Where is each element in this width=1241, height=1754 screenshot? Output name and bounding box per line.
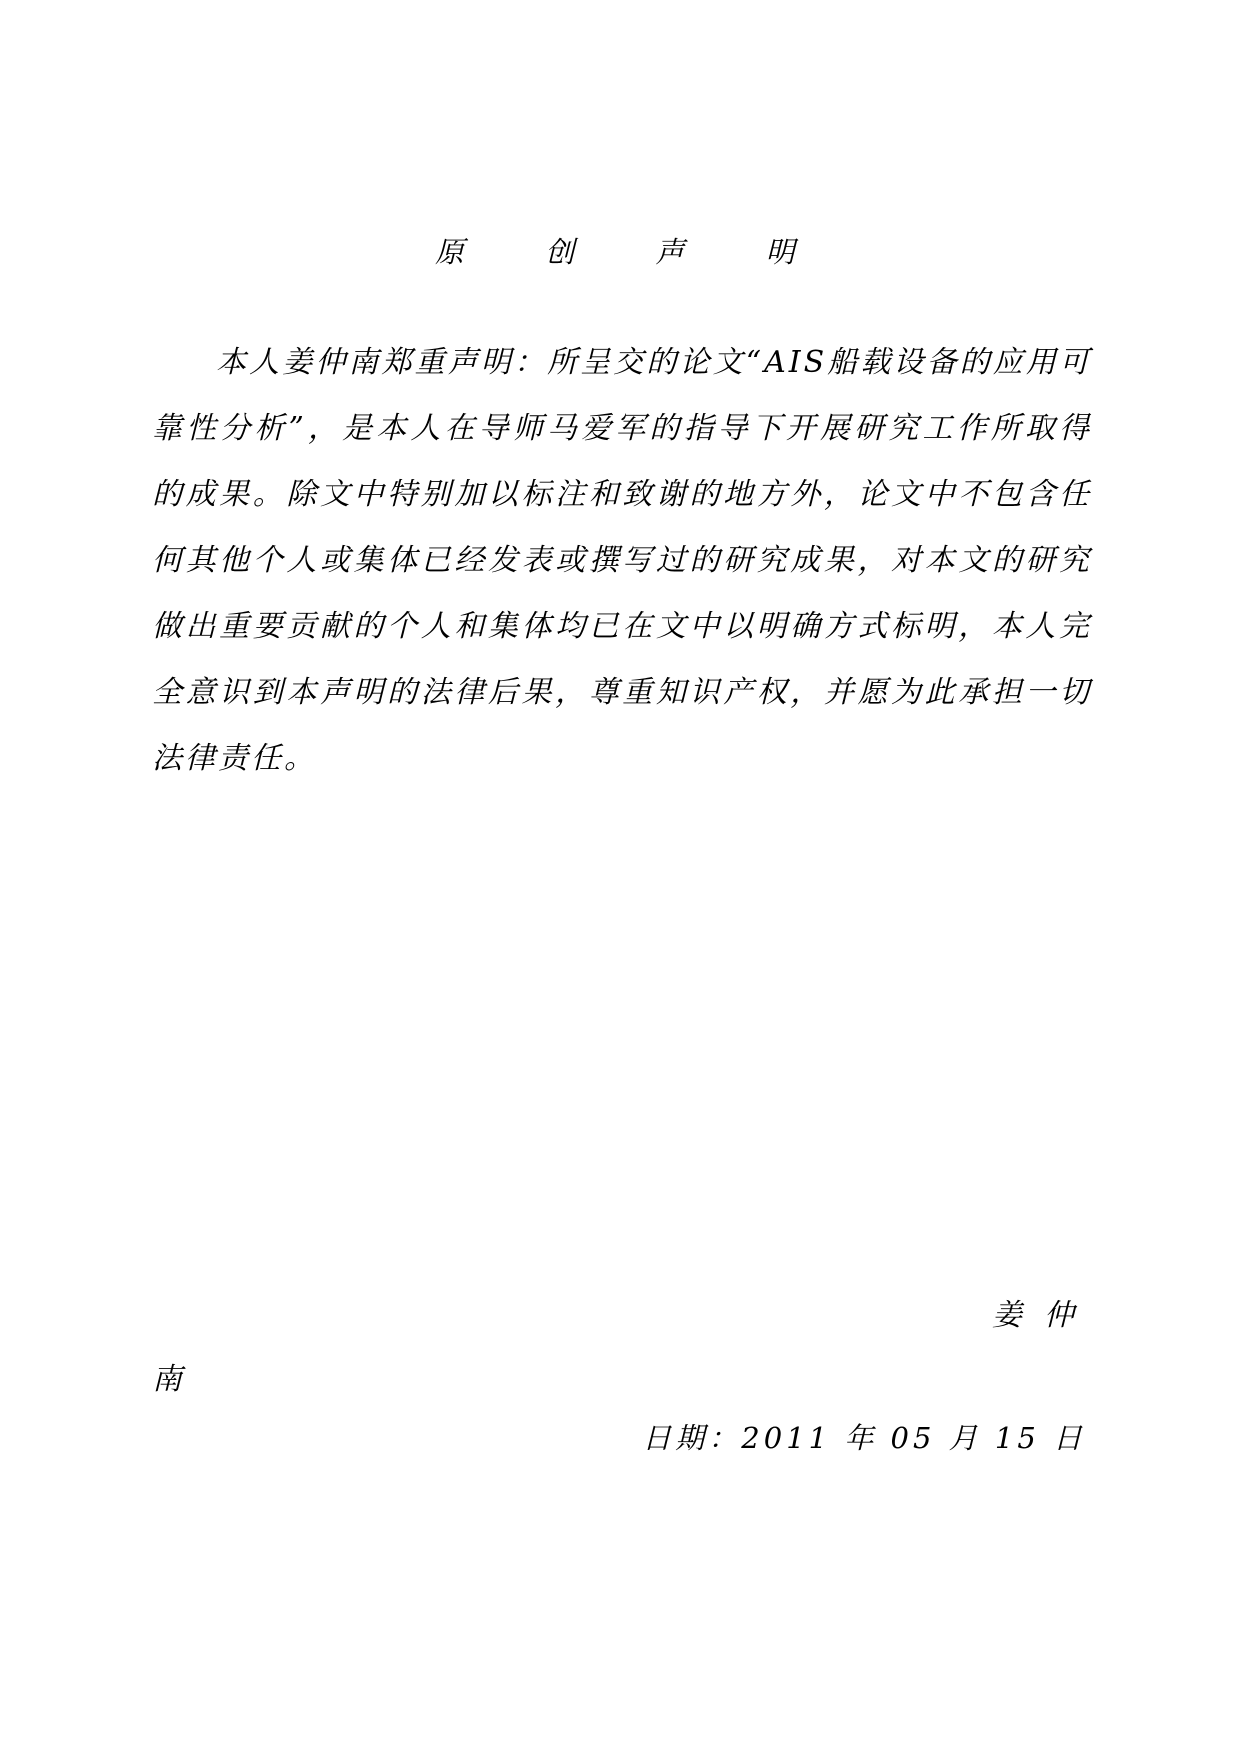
declaration-paragraph: 本人姜仲南郑重声明：所呈交的论文“AIS船载设备的应用可靠性分析”，是本人在导师马爱军的指导下开展研究工作所取得的成果。除文中特别加以标注和致谢的地方外，论文中不包含任何其他个人或集体已经发表或撰写过的研究成果，对本文的研究做出重要贡献的个人和集体均已在文中以明确方式标明，本人完全意识到本声明的法律后果，尊重知识产权，并愿为此承担一切法律责任。 <box>152 345 1092 776</box>
document-title: 原 创 声 明 <box>435 235 831 269</box>
signature-date: 日期：2011 年 05 月 15 日 <box>642 1421 1086 1455</box>
signature-name-line2: 南 <box>152 1362 182 1397</box>
signature-name-line1: 姜仲 <box>992 1298 1096 1333</box>
